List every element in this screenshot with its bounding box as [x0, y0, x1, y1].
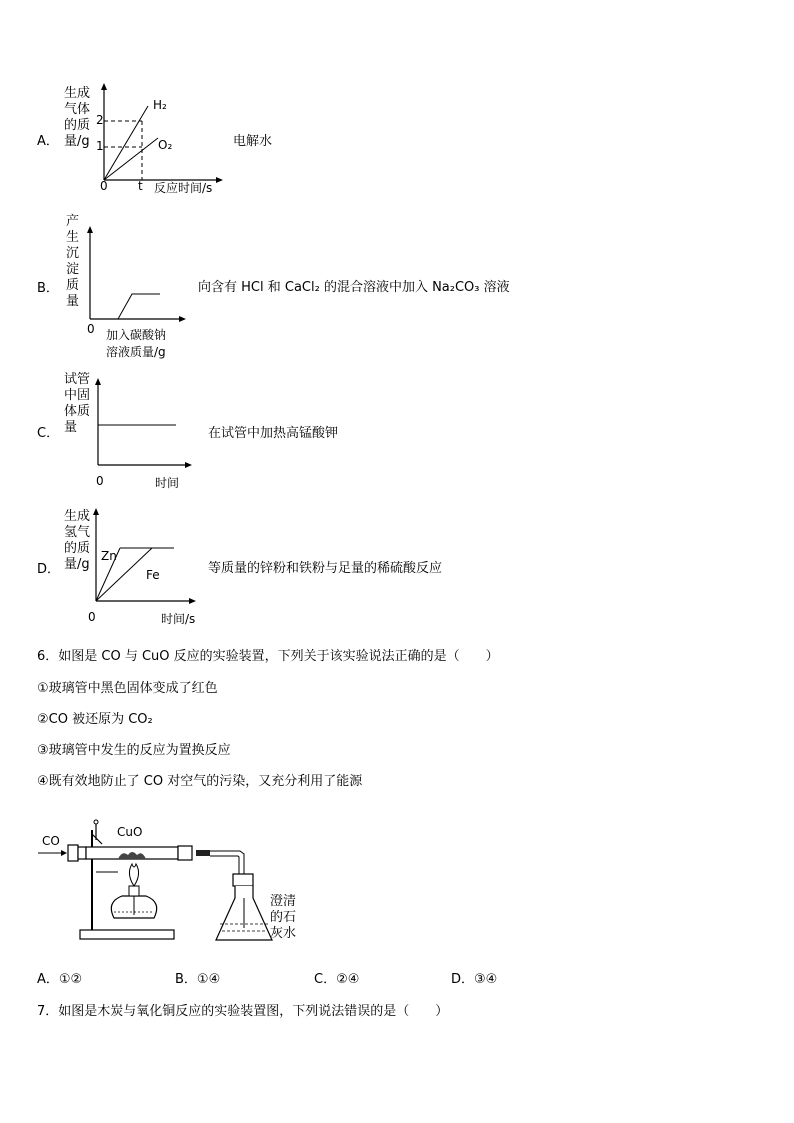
option-b-desc: 向含有 HCl 和 CaCl₂ 的混合溶液中加入 Na₂CO₃ 溶液 — [198, 280, 510, 295]
option-b-graph — [82, 220, 192, 330]
q7-stem: 7．如图是木炭与氧化铜反应的实验装置图，下列说法错误的是（ ） — [37, 1004, 449, 1019]
q6-statement-3: ③玻璃管中发生的反应为置换反应 — [37, 743, 231, 758]
option-b-xlabel-2: 溶液质量/g — [106, 345, 166, 359]
option-d-xlabel: 时间/s — [161, 612, 196, 626]
option-b-letter: B． — [37, 281, 59, 296]
option-c-origin: 0 — [96, 474, 104, 488]
fig-co-label: CO — [42, 834, 60, 848]
q6-choice-b[interactable]: B．①④ — [175, 972, 221, 987]
q6-choice-c[interactable]: C．②④ — [314, 972, 360, 987]
option-a-desc: 电解水 — [233, 134, 273, 149]
option-d-desc: 等质量的锌粉和铁粉与足量的稀硫酸反应 — [208, 561, 443, 576]
option-d-origin: 0 — [88, 610, 96, 624]
option-c-graph — [88, 372, 198, 472]
option-d-zn-label: Zn — [101, 549, 117, 563]
option-b-xlabel-1: 加入碳酸钠 — [106, 328, 167, 342]
q6-statement-1: ①玻璃管中黑色固体变成了红色 — [37, 681, 218, 696]
option-c-letter: C． — [37, 426, 60, 441]
option-a-xlabel: 反应时间/s — [154, 181, 213, 195]
q6-statement-2: ②CO 被还原为 CO₂ — [37, 712, 153, 727]
option-d-letter: D． — [37, 562, 61, 577]
q6-stem: 6．如图是 CO 与 CuO 反应的实验装置，下列关于该实验说法正确的是（ ） — [37, 649, 499, 664]
option-a-ylabel: 生成 气体 的质 量/g — [64, 86, 91, 149]
option-a-origin: 0 — [100, 179, 108, 193]
q6-statement-4: ④既有效地防止了 CO 对空气的污染，又充分利用了能源 — [37, 774, 363, 789]
option-a-h2-label: H₂ — [153, 98, 167, 112]
q6-choice-d[interactable]: D．③④ — [451, 972, 498, 987]
option-d-fe-label: Fe — [146, 568, 160, 582]
option-c-xlabel: 时间 — [155, 476, 180, 490]
q6-choice-a[interactable]: A．①② — [37, 972, 83, 987]
co-cuo-apparatus-figure — [36, 800, 306, 952]
option-a-tick-1: 1 — [96, 139, 104, 153]
option-a-o2-label: O₂ — [158, 138, 173, 152]
option-b-origin: 0 — [87, 322, 95, 336]
option-c-ylabel: 试管 中固 体质 量 — [64, 372, 91, 435]
option-a-letter: A． — [37, 134, 59, 149]
option-d-ylabel: 生成 氢气 的质 量/g — [64, 509, 91, 572]
option-b-ylabel: 产 生 沉 淀 质 量 — [66, 214, 80, 309]
option-a-tick-2: 2 — [96, 113, 104, 127]
option-c-desc: 在试管中加热高锰酸钾 — [208, 426, 339, 441]
option-a-t: t — [138, 179, 143, 193]
fig-limewater-label: 澄清 的石 灰水 — [270, 894, 297, 941]
fig-cuo-label: CuO — [117, 825, 143, 839]
